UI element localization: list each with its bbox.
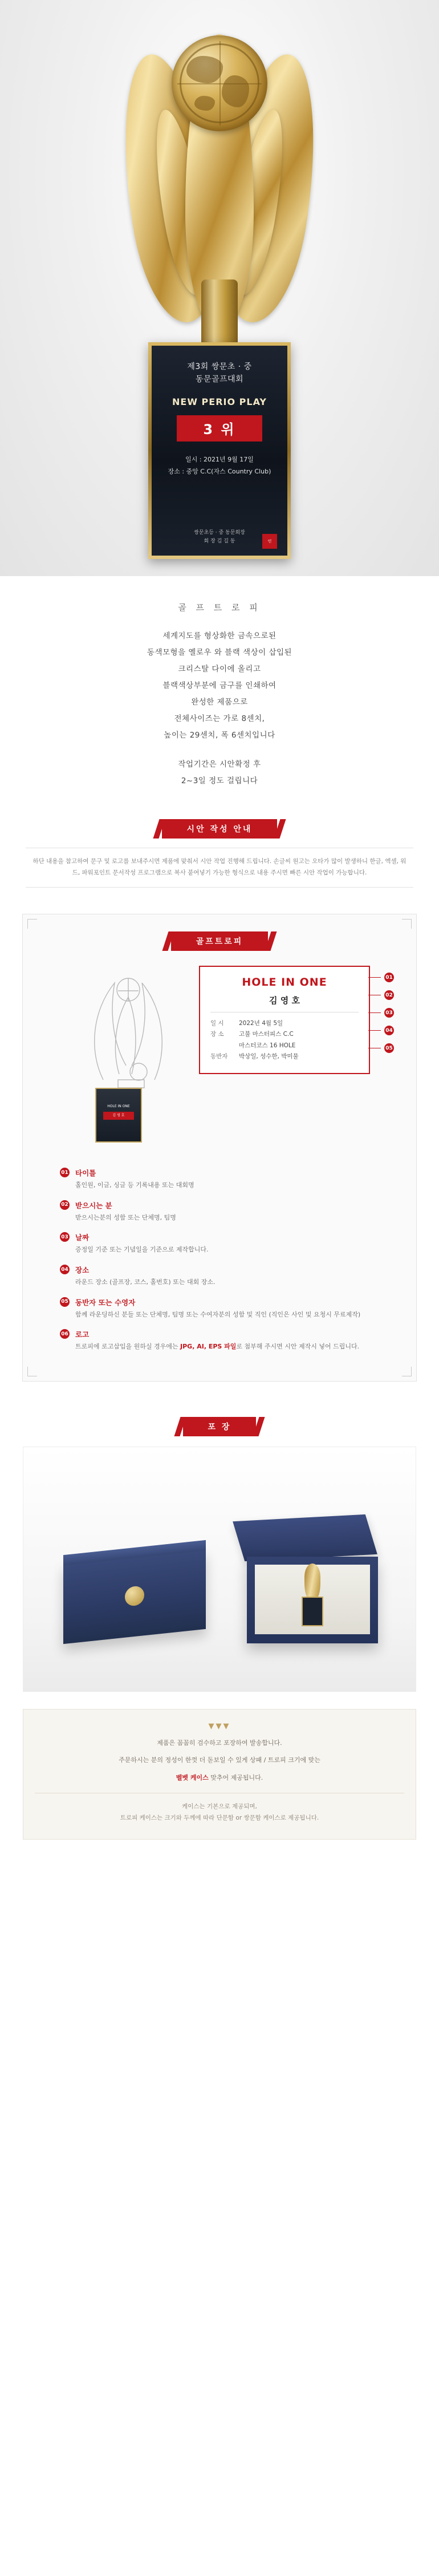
packaging-note-line3 bbox=[35, 1772, 404, 1784]
legend-title: 날짜 bbox=[75, 1233, 90, 1242]
plaque-title-line1: 제3회 쌍문초 · 중 bbox=[187, 362, 252, 371]
sample-card-badge bbox=[368, 1026, 394, 1035]
notice-text: 하단 내용을 참고하여 문구 및 로고를 보내주시면 제품에 맞춰서 시안 작업 진행해 드립니다. 손글씨 원고는 오타가 많이 발생하니 한글, 엑셀, 워드, 파워포인트 문서작성 프로그램으로 복사 붙여넣기 가능한 형식으로 내용 주시면 빠른 시안 작업이 가능합니다. bbox=[26, 848, 413, 888]
trophy-plaque bbox=[148, 342, 291, 559]
plaque-date: 일시 : 2021년 9월 17일 bbox=[185, 455, 254, 463]
sample-card-row-key bbox=[210, 1040, 234, 1051]
panel-corner bbox=[402, 919, 412, 929]
sample-card-badge-list bbox=[368, 973, 394, 1053]
badge-number: 01 bbox=[384, 973, 394, 982]
closed-gift-box bbox=[63, 1549, 206, 1644]
trophy-lineart-illustration bbox=[69, 966, 189, 1148]
legend-title: 받으시는 분 bbox=[75, 1201, 112, 1210]
sample-card-badge bbox=[368, 973, 394, 982]
legend-text: 증정일 기준 또는 기념일을 기준으로 제작합니다. bbox=[75, 1246, 209, 1254]
packaging-photo bbox=[23, 1447, 416, 1692]
packaging-note-small2: 트로피 케이스는 크기와 두께에 따라 단문함 or 쌍문함 케이스로 제공됩니다. bbox=[120, 1814, 319, 1822]
engraving-sample-card bbox=[199, 966, 393, 1074]
packaging-note-line1: 제품은 꼼꼼히 검수하고 포장하여 발송합니다. bbox=[157, 1739, 282, 1747]
badge-number: 03 bbox=[384, 1008, 394, 1018]
globe-continent bbox=[186, 56, 223, 83]
packaging-note-small1: 케이스는 기본으로 제공되며, bbox=[182, 1803, 257, 1811]
notice-section bbox=[0, 819, 439, 888]
legend-text-after: 로 첨부해 주시면 시안 제작시 넣어 드립니다. bbox=[236, 1343, 360, 1351]
legend-number: 01 bbox=[60, 1168, 70, 1177]
sample-card-row bbox=[210, 1040, 359, 1051]
plaque-seal-stamp: 인 bbox=[262, 534, 277, 549]
sample-card-badge bbox=[368, 1008, 394, 1018]
legend-text-highlight: JPG, AI, EPS 파일 bbox=[180, 1343, 237, 1351]
panel-corner bbox=[27, 1367, 37, 1376]
mini-plaque-line1: HOLE IN ONE bbox=[107, 1104, 130, 1109]
badge-number: 02 bbox=[384, 990, 394, 1000]
desc-line: 블랙색상부분에 금구를 인쇄하여 bbox=[162, 681, 277, 691]
bottom-spacer bbox=[0, 1840, 439, 1860]
globe-continent bbox=[222, 75, 249, 107]
legend-text: 받으시는분의 성함 또는 단체명, 팀명 bbox=[75, 1213, 176, 1221]
badge-leader-line bbox=[368, 1030, 381, 1031]
panel-corner bbox=[27, 919, 37, 929]
legend-item bbox=[60, 1200, 379, 1224]
sample-card-row-key: 일 시 bbox=[210, 1020, 224, 1027]
legend-title: 로고 bbox=[75, 1330, 90, 1339]
legend-item bbox=[60, 1329, 379, 1352]
desc-line: 전체사이즈는 가로 8센치, bbox=[174, 714, 265, 724]
sample-card-badge bbox=[368, 1043, 394, 1053]
hero-trophy-image bbox=[0, 0, 439, 576]
sample-section-title: 골프트로피 bbox=[171, 931, 269, 951]
plaque-footer-line2: 회 장 김 길 동 bbox=[204, 538, 235, 544]
boxed-trophy bbox=[299, 1564, 326, 1626]
boxed-trophy-plaque bbox=[302, 1597, 323, 1626]
legend-number: 06 bbox=[60, 1329, 70, 1339]
sample-card-name: 김 영 호 bbox=[210, 994, 359, 1012]
desc-line: 세계지도를 형상화한 금속으로된 bbox=[162, 631, 277, 641]
sample-guide-panel bbox=[22, 914, 417, 1382]
boxed-trophy-flame bbox=[304, 1564, 320, 1599]
legend-text bbox=[75, 1342, 379, 1352]
plaque-subtitle: NEW PERIO PLAY bbox=[172, 396, 267, 407]
globe-icon bbox=[172, 35, 267, 131]
badge-number: 05 bbox=[384, 1043, 394, 1053]
sample-card-row bbox=[210, 1018, 359, 1029]
engraving-legend-list bbox=[60, 1168, 379, 1352]
trophy-flame-shape bbox=[100, 11, 339, 354]
legend-number: 02 bbox=[60, 1200, 70, 1210]
open-gift-box bbox=[247, 1529, 378, 1643]
mini-plaque-line2: 김 영 호 bbox=[103, 1112, 134, 1120]
mini-plaque-preview bbox=[95, 1088, 142, 1143]
desc-line: 높이는 29센치, 폭 6센치입니다 bbox=[164, 731, 275, 740]
packaging-section bbox=[0, 1404, 439, 1692]
legend-item bbox=[60, 1297, 379, 1321]
legend-number: 04 bbox=[60, 1265, 70, 1274]
trophy-illustration bbox=[0, 11, 439, 354]
notice-section-title: 시안 작성 안내 bbox=[162, 819, 278, 839]
sample-card-row-value: 마스터코스 16 HOLE bbox=[239, 1042, 296, 1049]
plaque-place: 장소 : 중앙 C.C(자스 Country Club) bbox=[168, 467, 271, 475]
desc-line: 크리스탈 다이에 올리고 bbox=[178, 665, 261, 674]
packaging-note-line3-after: 맞추어 제공됩니다. bbox=[208, 1773, 263, 1781]
product-description bbox=[0, 576, 439, 812]
legend-item bbox=[60, 1232, 379, 1255]
plaque-footer-line1: 쌍문초등 · 중 동문회장 bbox=[194, 530, 245, 536]
panel-corner bbox=[402, 1367, 412, 1376]
plaque-title-line2: 동문골프대회 bbox=[195, 375, 244, 384]
open-box-base bbox=[247, 1557, 378, 1643]
packaging-note bbox=[23, 1709, 416, 1840]
packaging-note-highlight: 벨벳 케이스 bbox=[176, 1773, 209, 1781]
desc-lead-line: 작업기간은 시안확정 후 bbox=[178, 760, 261, 769]
legend-title: 동반자 또는 수영자 bbox=[75, 1298, 136, 1307]
legend-number: 03 bbox=[60, 1232, 70, 1242]
sample-card-row-value: 2022년 4월 5일 bbox=[239, 1020, 283, 1027]
legend-item bbox=[60, 1265, 379, 1288]
sample-card-row-key: 장 소 bbox=[210, 1031, 224, 1038]
sample-card-row bbox=[210, 1029, 359, 1040]
sample-card-title: HOLE IN ONE bbox=[242, 976, 327, 989]
badge-leader-line bbox=[368, 977, 381, 978]
legend-title: 타이틀 bbox=[75, 1169, 96, 1178]
sample-card-badge bbox=[368, 990, 394, 1000]
globe-continent bbox=[194, 96, 215, 111]
product-title: 골 프 트 로 피 bbox=[178, 602, 261, 613]
packaging-section-title: 포 장 bbox=[183, 1417, 257, 1436]
legend-title: 장소 bbox=[75, 1266, 90, 1275]
badge-leader-line bbox=[368, 1012, 381, 1013]
globe-equator bbox=[177, 83, 262, 84]
desc-line: 동색모형을 옐로우 와 블랙 색상이 삽입된 bbox=[147, 648, 292, 658]
legend-item bbox=[60, 1168, 379, 1191]
legend-text: 함께 라운딩하신 분들 또는 단체명, 팀명 또는 수여자분의 성함 및 직인 (직인은 사인 및 요청시 무료제작) bbox=[75, 1310, 361, 1318]
legend-text-before: 트로피에 로고삽입을 원하실 경우에는 bbox=[75, 1343, 181, 1351]
sample-card-row-value: 고불 마스터피스 C.C bbox=[239, 1031, 294, 1038]
box-lid bbox=[63, 1540, 206, 1565]
desc-lead-line: 2~3일 정도 걸립니다 bbox=[181, 776, 258, 786]
plaque-rank-badge: 3 위 bbox=[177, 415, 262, 442]
arrow-down-icon: ▼▼▼ bbox=[208, 1722, 231, 1731]
box-emblem-icon bbox=[125, 1585, 144, 1607]
legend-text: 라운드 장소 (골프장, 코스, 홀번호) 또는 대회 장소. bbox=[75, 1278, 216, 1286]
sample-card-row-value: 박상일, 성수한, 박미물 bbox=[239, 1053, 299, 1060]
sample-card-row-key: 동반자 bbox=[210, 1053, 228, 1060]
legend-text: 홀인원, 이글, 싱글 등 기록내용 또는 대회명 bbox=[75, 1181, 194, 1189]
packaging-note-line2: 주문하시는 분의 정성이 한껏 더 돋보일 수 있게 상패 / 트로피 크기에 맞는 bbox=[119, 1756, 320, 1764]
desc-line: 완성한 제품으로 bbox=[191, 698, 248, 707]
open-box-lid bbox=[233, 1514, 377, 1561]
sample-card-row bbox=[210, 1051, 359, 1062]
badge-number: 04 bbox=[384, 1026, 394, 1035]
legend-number: 05 bbox=[60, 1297, 70, 1307]
